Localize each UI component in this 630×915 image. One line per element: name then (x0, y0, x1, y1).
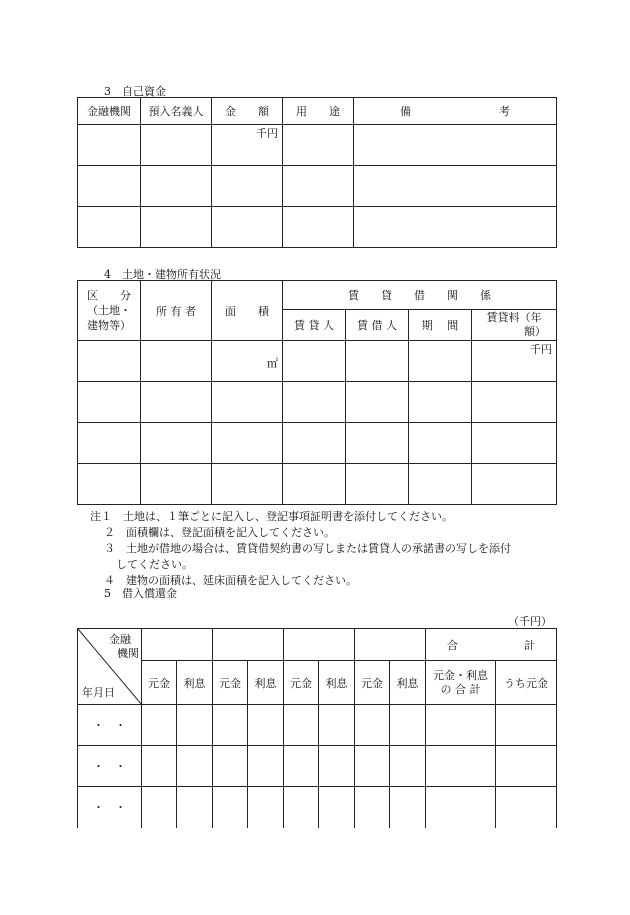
cell[interactable] (472, 464, 557, 505)
cell[interactable] (355, 746, 390, 787)
cell[interactable] (390, 705, 426, 746)
note-3b: してください。 (116, 558, 193, 571)
section5-title: 5 借入償還金 (104, 587, 177, 600)
header-lessor: 賃 貸 人 (283, 310, 346, 341)
note-4: ４ 建物の面積は、延床面積を記入してください。 (104, 574, 357, 587)
cell[interactable] (426, 705, 496, 746)
header-category-line2: （土地・ (87, 304, 131, 317)
header-interest: 利息 (319, 661, 355, 705)
header-lease-relation: 賃 貸 借 関 係 (283, 281, 557, 310)
cell[interactable] (355, 787, 390, 828)
cell[interactable] (212, 382, 283, 423)
corner-header (78, 629, 142, 705)
cell[interactable] (177, 746, 213, 787)
header-lessee: 賃 借 人 (346, 310, 409, 341)
header-bank-line1: 金融 (109, 633, 131, 646)
cell[interactable] (212, 423, 283, 464)
header-sum-line1: 元金・利息 (433, 668, 488, 682)
header-depositor: 預入名義人 (141, 98, 212, 125)
header-principal: 元金 (142, 661, 177, 705)
header-total: 合 計 (426, 629, 557, 661)
cell[interactable] (212, 207, 283, 248)
header-category-line3: 建物等） (87, 319, 131, 332)
header-remarks: 備 考 (354, 98, 557, 125)
cell[interactable] (141, 207, 212, 248)
cell[interactable] (346, 423, 409, 464)
cell[interactable] (177, 787, 213, 828)
header-bank: 金融機関 (78, 98, 141, 125)
cell[interactable] (78, 464, 141, 505)
header-category-line1: 区 分 (87, 289, 131, 302)
cell[interactable] (283, 464, 346, 505)
cell[interactable] (213, 705, 248, 746)
cell[interactable] (78, 166, 141, 207)
property-table (77, 280, 557, 505)
header-sum-line2: の 合 計 (440, 682, 481, 696)
cell[interactable] (390, 746, 426, 787)
cell[interactable] (141, 464, 212, 505)
cell[interactable] (319, 746, 355, 787)
cell[interactable] (472, 423, 557, 464)
bank-4-cell[interactable] (355, 629, 426, 661)
cell[interactable] (213, 787, 248, 828)
cell[interactable] (319, 705, 355, 746)
cell[interactable] (284, 705, 319, 746)
bank-2-cell[interactable] (213, 629, 284, 661)
cell[interactable] (283, 423, 346, 464)
cell[interactable] (248, 746, 284, 787)
cell[interactable] (212, 166, 283, 207)
cell[interactable] (319, 787, 355, 828)
cell[interactable] (409, 382, 472, 423)
cell[interactable] (213, 746, 248, 787)
cell[interactable] (283, 166, 354, 207)
header-rent (472, 310, 557, 341)
bank-3-cell[interactable] (284, 629, 355, 661)
cell[interactable] (283, 382, 346, 423)
cell[interactable] (284, 787, 319, 828)
rent-unit: 千円 (530, 343, 552, 356)
date-cell[interactable]: ・ ・ (78, 787, 142, 828)
cell[interactable] (409, 423, 472, 464)
cell[interactable] (78, 125, 141, 166)
cell[interactable] (141, 166, 212, 207)
header-interest: 利息 (177, 661, 213, 705)
area-unit-cell[interactable] (212, 341, 283, 382)
header-category (78, 281, 141, 341)
cell[interactable] (141, 125, 212, 166)
area-unit: ㎡ (267, 357, 278, 370)
cell[interactable] (141, 341, 212, 382)
header-amount: 金 額 (212, 98, 283, 125)
cell[interactable] (426, 787, 496, 828)
header-principal: 元金 (355, 661, 390, 705)
cell[interactable] (354, 166, 557, 207)
cell[interactable] (283, 207, 354, 248)
cell[interactable] (409, 464, 472, 505)
cell[interactable] (496, 787, 557, 828)
header-of-principal: うち元金 (496, 661, 557, 705)
bank-1-cell[interactable] (142, 629, 213, 661)
cell[interactable] (346, 382, 409, 423)
cell[interactable] (355, 705, 390, 746)
cell[interactable] (346, 464, 409, 505)
unit-label[interactable] (212, 125, 283, 166)
header-owner: 所 有 者 (141, 281, 212, 341)
own-funds-table (77, 97, 557, 248)
unit-text: 千円 (256, 127, 278, 140)
cell[interactable] (141, 382, 212, 423)
cell[interactable] (142, 705, 177, 746)
header-purpose: 用 途 (283, 98, 354, 125)
header-interest: 利息 (390, 661, 426, 705)
cell[interactable] (142, 746, 177, 787)
cell[interactable] (141, 423, 212, 464)
header-rent-line1: 賃貸料（年 (486, 311, 542, 324)
header-principal: 元金 (213, 661, 248, 705)
cell[interactable] (78, 341, 141, 382)
date-cell[interactable]: ・ ・ (78, 705, 142, 746)
rent-unit-cell[interactable] (472, 341, 557, 382)
cell[interactable] (78, 382, 141, 423)
cell[interactable] (142, 787, 177, 828)
cell[interactable] (78, 207, 141, 248)
cell[interactable] (472, 382, 557, 423)
cell[interactable] (283, 341, 346, 382)
header-sum (426, 661, 496, 705)
cell[interactable] (354, 207, 557, 248)
header-period: 期 間 (409, 310, 472, 341)
header-principal: 元金 (284, 661, 319, 705)
cell[interactable] (496, 746, 557, 787)
cell[interactable] (426, 746, 496, 787)
cell[interactable] (283, 125, 354, 166)
cell[interactable] (248, 787, 284, 828)
note-2: ２ 面積欄は、登記面積を記入してください。 (104, 526, 335, 539)
header-bank-line2: 機関 (117, 647, 139, 660)
note-1: 注１ 土地は、１筆ごとに記入し、登記事項証明書を添付してください。 (90, 510, 453, 523)
header-interest: 利息 (248, 661, 284, 705)
cell[interactable] (346, 341, 409, 382)
cell[interactable] (496, 705, 557, 746)
header-date: 年月日 (82, 686, 115, 699)
header-area: 面 積 (212, 281, 283, 341)
repayment-table (77, 628, 557, 828)
section5-unit: （千円） (508, 615, 552, 628)
cell[interactable] (177, 705, 213, 746)
cell[interactable] (78, 423, 141, 464)
cell[interactable] (409, 341, 472, 382)
cell[interactable] (248, 705, 284, 746)
cell[interactable] (390, 787, 426, 828)
section3-title: 3 自己資金 (104, 85, 166, 98)
cell[interactable] (284, 746, 319, 787)
cell[interactable] (354, 125, 557, 166)
note-3a: ３ 土地が借地の場合は、賃貸借契約書の写しまたは賃貸人の承諾書の写しを添付 (104, 542, 511, 555)
cell[interactable] (212, 464, 283, 505)
section4-title: 4 土地・建物所有状況 (104, 268, 221, 281)
header-rent-line2: 額） (524, 325, 546, 338)
date-cell[interactable]: ・ ・ (78, 746, 142, 787)
